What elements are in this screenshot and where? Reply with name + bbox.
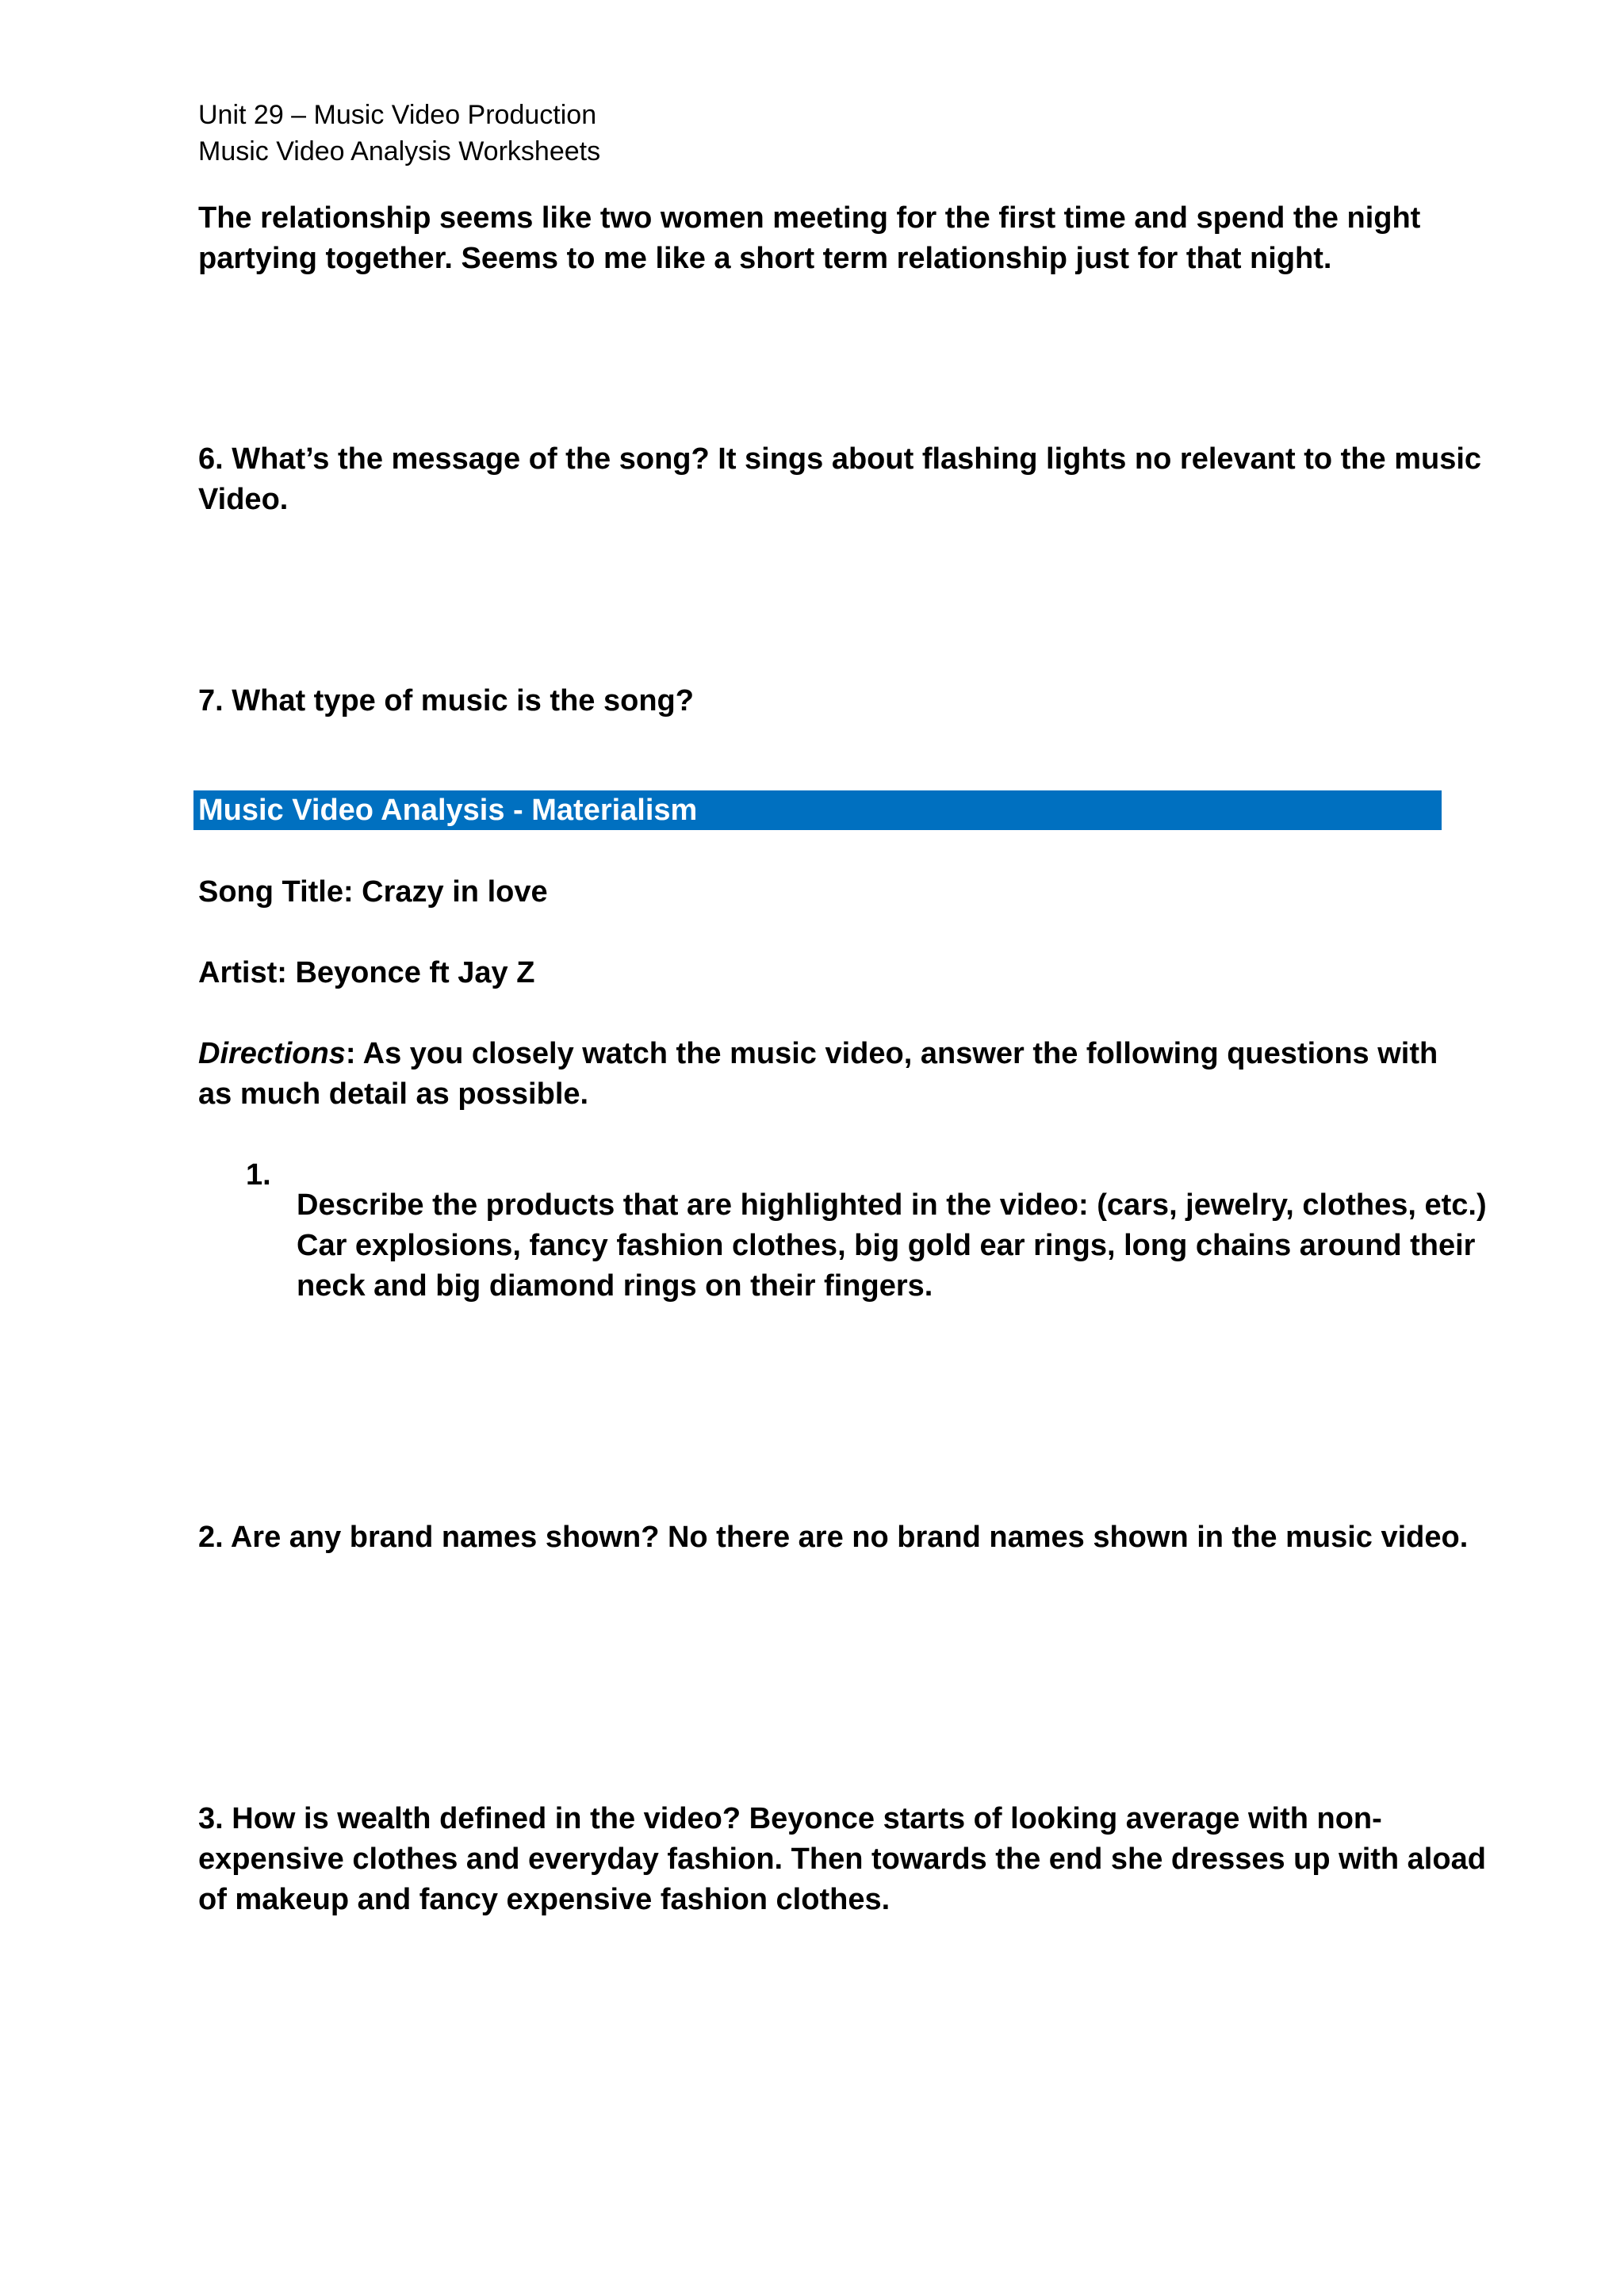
directions-label: Directions <box>198 1037 346 1070</box>
directions-line2: as much detail as possible. <box>198 1077 589 1111</box>
question-3-line2: expensive clothes and everyday fashion. Then towards the end she dresses up with aload <box>198 1843 1486 1876</box>
header-worksheet-title: Music Video Analysis Worksheets <box>198 136 601 166</box>
question-3-line1: 3. How is wealth defined in the video? Beyonce starts of looking average with non- <box>198 1802 1382 1835</box>
section-banner-title: Music Video Analysis - Materialism <box>198 794 698 827</box>
question-3-line3: of makeup and fancy expensive fashion clothes. <box>198 1883 891 1916</box>
item-1-answer-line2: neck and big diamond rings on their fingers. <box>297 1269 933 1303</box>
song-title: Song Title: Crazy in love <box>198 875 548 909</box>
question-2: 2. Are any brand names shown? No there are no brand names shown in the music video. <box>198 1521 1469 1554</box>
question-6-line1: 6. What’s the message of the song? It sings about flashing lights no relevant to the music <box>198 442 1482 476</box>
item-1-question: Describe the products that are highlighted in the video: (cars, jewelry, clothes, etc.) <box>297 1188 1487 1222</box>
directions-text: : As you closely watch the music video, answer the following questions with <box>345 1037 1438 1070</box>
artist: Artist: Beyonce ft Jay Z <box>198 956 535 989</box>
question-7: 7. What type of music is the song? <box>198 684 694 718</box>
directions-line1 <box>198 1034 1438 1074</box>
header-unit-title: Unit 29 – Music Video Production <box>198 100 597 130</box>
item-1-number: 1. <box>246 1158 271 1192</box>
item-1-answer-line1: Car explosions, fancy fashion clothes, big gold ear rings, long chains around their <box>297 1229 1476 1262</box>
relationship-answer-line2: partying together. Seems to me like a short term relationship just for that night. <box>198 242 1332 275</box>
relationship-answer-line1: The relationship seems like two women meeting for the first time and spend the night <box>198 201 1421 235</box>
question-6-line2: Video. <box>198 483 289 516</box>
section-banner <box>193 790 1442 830</box>
